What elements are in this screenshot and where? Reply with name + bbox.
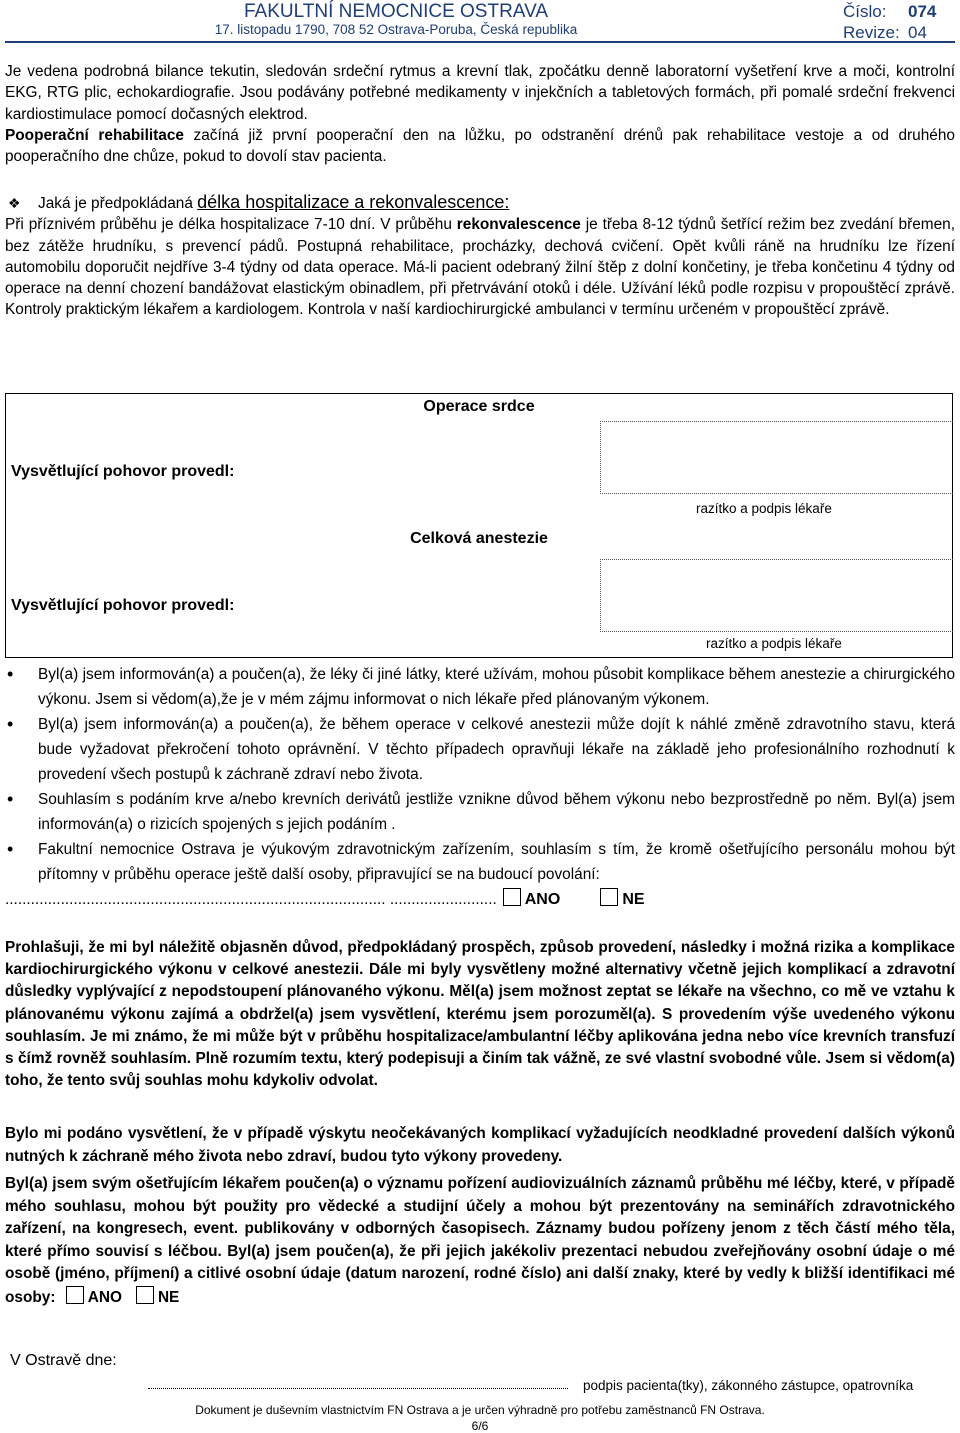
surgeon-signature-field[interactable] [600, 421, 953, 494]
list-item: • Souhlasím s podáním krve a/nebo krevních derivátů jestliže vznikne důvod během výkonu nebo bezprostředně po něm. Byl(a) jsem informován(a) o rizicích spojených s jejich podáním . [5, 787, 955, 837]
audiovisual-ano-label: ANO [87, 1288, 122, 1306]
rehabilitation-text: začíná již první pooperační den na lůžku, po odstranění drénů pak rehabilitace vestoje a od druhého pooperačního dne chůze, pokud to dovolí stav pacienta. [5, 126, 955, 166]
page-number: 6/6 [471, 1419, 489, 1433]
presence-ne-checkbox[interactable] [600, 888, 618, 906]
declaration-paragraph: Prohlašuji, že mi byl náležitě objasněn důvod, předpokládaný prospěch, způsob provedení, následky i možná rizika a komplikace kardiochirurgického výkonu v celkové anestezii. Dále mi byly vysvětleny možné alternativy včetně jejich komplikací a zdravotní důsledky vyplývající z nepodstoupení plánovaného výkonu. Měl(a) jsem možnost zeptat se lékaře na všechno, co mě ve vztahu k plánovanému výkonu zajímá a obdržel(a) jsem vysvětlení, kterému jsem porozuměl(a). S provedením výše uvedeného výkonu souhlasím. Je mi známo, že mi může být v průběhu hospitalizace/ambulantní léčby aplikována jedna nebo více krevních transfuzí s čímž rovněž souhlasím. Plně rozumím textu, který podepisuji a činím tak vážně, ze své vlastní svobodné vůle. Jsem si vědom(a) toho, že tento svůj souhlas mohu kdykoliv odvolat. [5, 939, 955, 1090]
postoperative-care-section [5, 61, 955, 167]
hospitalization-section [5, 192, 955, 321]
hospital-address: 17. listopadu 1790, 708 52 Ostrava-Poruba, Česká republika [214, 22, 578, 37]
explain-label-anesthesia: Vysvětlující pohovor provedl: [11, 597, 235, 614]
hospitalization-question [5, 192, 955, 214]
document-meta [843, 1, 937, 43]
list-item: • Fakultní nemocnice Ostrava je výukovým zdravotnickým zařízením, souhlasím s tím, že kromě ošetřujícího personálu mohou být přítomny v průběhu operace ještě další osoby, připravující se na budoucí povolání: [5, 837, 955, 887]
audiovisual-text: Byl(a) jsem svým ošetřujícím lékařem poučen(a) o významu pořízení audiovizuálních záznamů průběhu mé léčby, které, v případě mého souhlasu, mohou být použity pro vědecké a studijní účely a mohou být prezentovány na seminářích zdravotnického zařízení, na kongresech, event. publikovány v odborných časopisech. Záznamy budou pořízeny jenom z těch částí mého těla, které přímo souvisí s léčbou. Byl(a) jsem poučen(a), že při jejich jakékoliv prezentaci nebudou zveřejňovány osobní údaje o mé osobě (jméno, příjmení) a citlivé osobní údaje (datum narození, rodné číslo) ani další znaky, které by vedly k bližší identifikaci mé osoby: [5, 1175, 955, 1306]
cislo-value: 074 [908, 2, 937, 21]
presence-ano-checkbox[interactable] [503, 888, 521, 906]
explain-label-surgery: Vysvětlující pohovor provedl: [11, 463, 235, 480]
list-item: • Byl(a) jsem informován(a) a poučen(a), že léky či jiné látky, které užívám, mohou působit komplikace během anestezie a chirurgického výkonu. Jsem si vědom(a),že je v mém zájmu informovat o nich lékaře před plánovaným výkonem. [5, 662, 955, 712]
box-title: Operace srdce [423, 398, 535, 415]
presence-ne-label: NE [622, 891, 645, 908]
stamp-label-anesthesiologist: razítko a podpis lékaře [706, 636, 842, 651]
presence-ano-label: ANO [524, 891, 561, 908]
anesthesia-title: Celková anestezie [410, 530, 548, 547]
hospital-name: FAKULTNÍ NEMOCNICE OSTRAVA [243, 1, 549, 22]
date-field[interactable] [148, 1388, 568, 1389]
stamp-label-surgeon: razítko a podpis lékaře [696, 501, 832, 516]
presence-permission-row [5, 887, 955, 912]
consent-box [5, 393, 953, 658]
ownership-notice: Dokument je duševním vlastnictvím FN Ostrava a je určen výhradně pro potřebu zaměstnanců FN Ostrava. [195, 1403, 765, 1417]
unexpected-complications-paragraph: Bylo mi podáno vysvětlení, že v případě výskytu neočekávaných komplikací vyžadujících neodkladné provedení dalších výkonů nutných k záchraně mého života nebo zdraví, budou tyto výkony provedeny. [5, 1125, 955, 1165]
audiovisual-ano-checkbox[interactable] [66, 1286, 84, 1304]
audiovisual-ne-label: NE [157, 1288, 180, 1306]
hospitalization-paragraph: Při příznivém průběhu je délka hospitalizace 7-10 dní. V průběhu rekonvalescence je třeba 8-12 týdnů šetřící režim bez zvedání břemen, bez zátěže hrudníku, s prevencí pádů. Postupná rehabilitace, procházky, dechová cvičení. Opět kvůli ráně na hrudníku lze řízení automobilu doporučit nejdříve 3-4 týdny od data operace. Má-li pacient odebraný žilní štěp z dolní končetiny, je třeba končetinu 4 týdny od operace na denní chození bandážovat elastickým obinadlem, při přetrvávání otoků i déle. Užívání léků podle rozpisu v propouštěcí zprávě. Kontroly praktickým lékařem a kardiologem. Kontrola v naší kardiochirurgické ambulanci v termínu určeném v propouštěcí zprávě. [5, 216, 955, 319]
patient-signature-label: podpis pacienta(tky), zákonného zástupce, opatrovníka [583, 1378, 914, 1393]
monitoring-paragraph: Je vedena podrobná bilance tekutin, sledován srdeční rytmus a krevní tlak, zpočátku denně laboratorní vyšetření krve a moči, kontrolní EKG, RTG plic, echokardiografie. Jsou podávány potřebné medikamenty v injekčních a tabletových formách, při pomalé srdeční frekvenci kardiostimulace pomocí dočasných elektrod. [5, 63, 955, 123]
cislo-label: Číslo: [843, 2, 887, 21]
consent-statements [5, 662, 955, 912]
audiovisual-ne-checkbox[interactable] [136, 1286, 154, 1304]
diamond-bullet-icon: ❖ [8, 195, 21, 211]
revize-value: 04 [908, 23, 927, 42]
rehabilitation-lead: Pooperační rehabilitace [5, 126, 184, 144]
audiovisual-paragraph [5, 1173, 955, 1309]
place-date-label: V Ostravě dne: [10, 1352, 117, 1369]
question-emphasis: délka hospitalizace a rekonvalescence: [197, 192, 510, 212]
revize-label: Revize: [843, 23, 900, 42]
list-item: • Byl(a) jsem informován(a) a poučen(a), že během operace v celkové anestezii může dojít k náhlé změně zdravotního stavu, která bude vyžadovat překročení tohoto oprávnění. V těchto případech opravňuji lékaře na základě jeho profesionálního rozhodnutí k provedení všech postupů k záchraně zdraví nebo života. [5, 712, 955, 787]
anesthesiologist-signature-field[interactable] [600, 559, 953, 632]
permission-dots: ......................................................................................... ......................... [5, 891, 497, 908]
rehabilitation-paragraph [5, 125, 955, 168]
question-prefix: Jaká je předpokládaná [38, 195, 198, 212]
page-header [0, 0, 960, 44]
header-divider [5, 41, 955, 43]
